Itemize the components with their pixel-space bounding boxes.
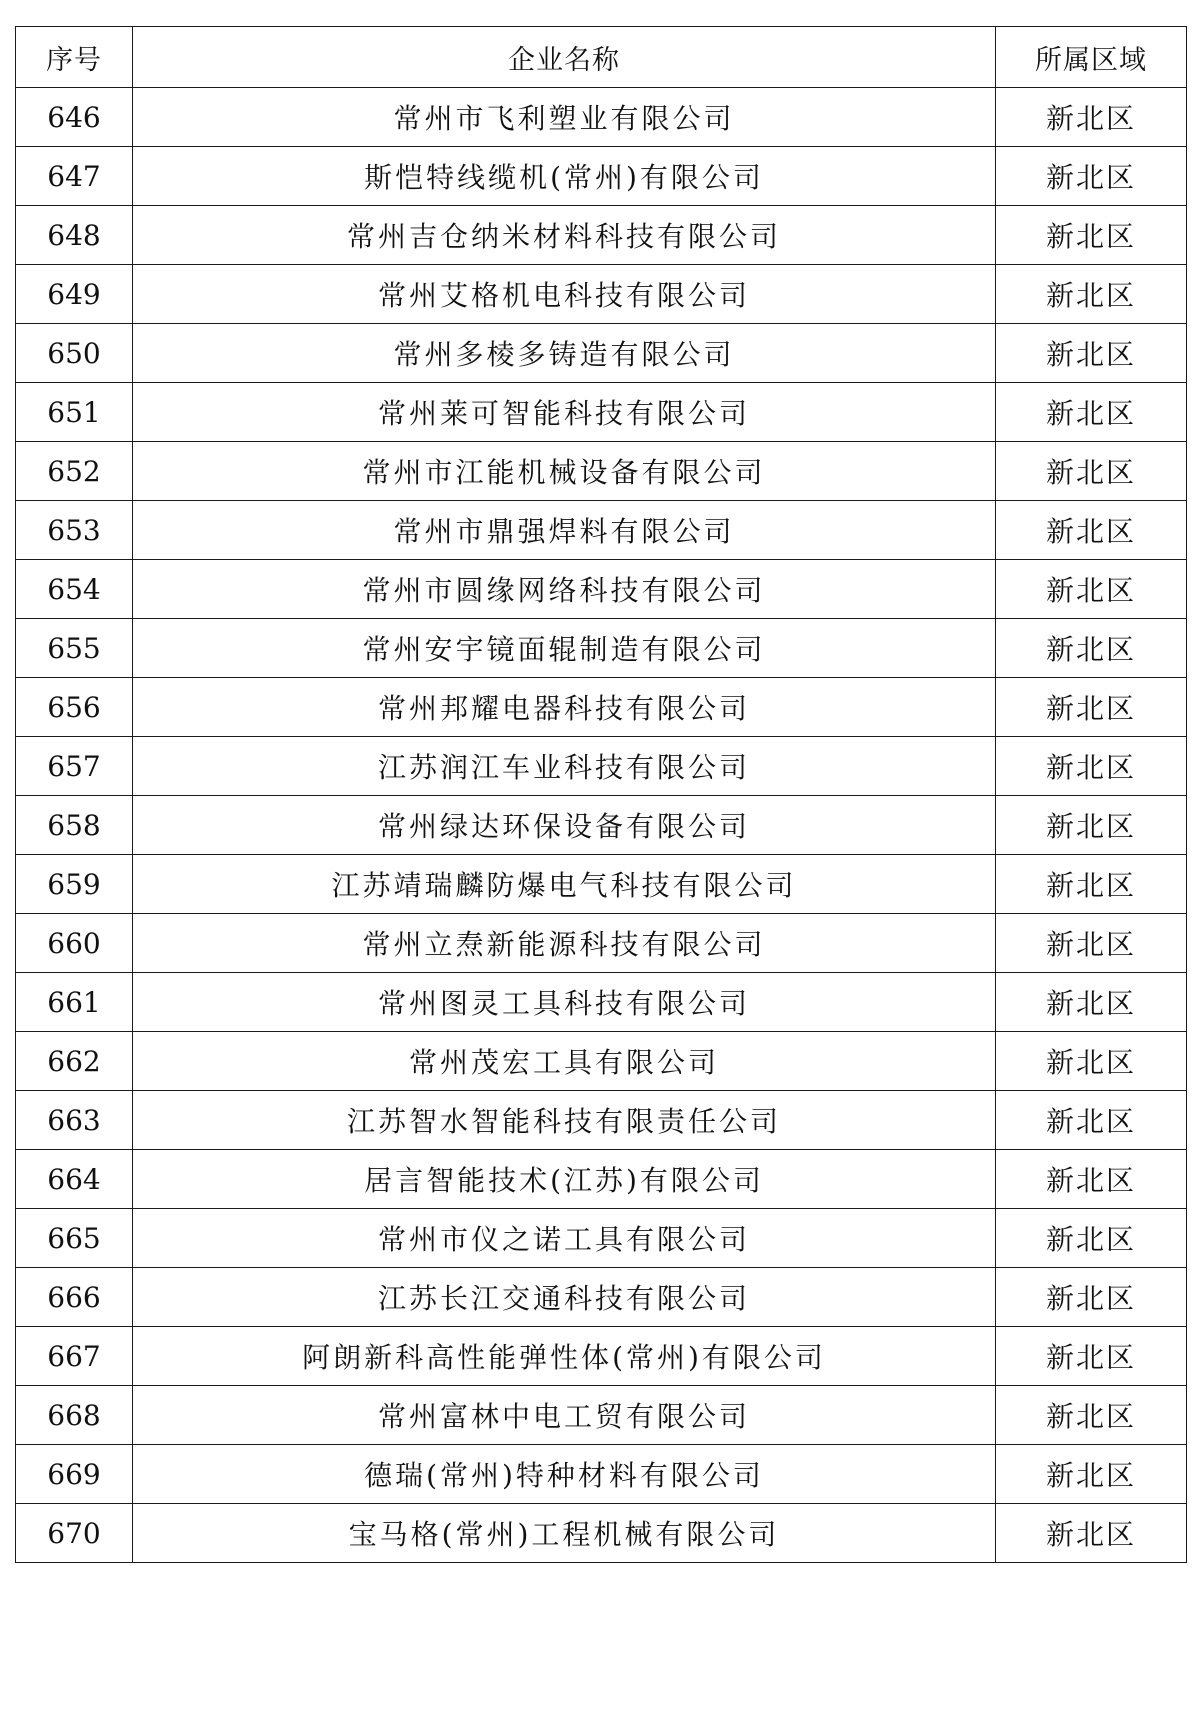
row-index: 659 <box>16 855 133 914</box>
row-index: 651 <box>16 383 133 442</box>
row-company-name: 常州莱可智能科技有限公司 <box>133 383 996 442</box>
row-company-name: 江苏智水智能科技有限责任公司 <box>133 1091 996 1150</box>
header-region: 所属区域 <box>996 27 1187 88</box>
row-index: 670 <box>16 1504 133 1563</box>
row-index: 654 <box>16 560 133 619</box>
table-row <box>16 678 1187 737</box>
row-company-name: 斯恺特线缆机(常州)有限公司 <box>133 147 996 206</box>
row-index: 646 <box>16 88 133 147</box>
row-region: 新北区 <box>996 1032 1187 1091</box>
row-region: 新北区 <box>996 147 1187 206</box>
row-index: 665 <box>16 1209 133 1268</box>
row-region: 新北区 <box>996 1327 1187 1386</box>
table-row <box>16 1150 1187 1209</box>
row-company-name: 江苏长江交通科技有限公司 <box>133 1268 996 1327</box>
table-row <box>16 796 1187 855</box>
row-index: 663 <box>16 1091 133 1150</box>
row-company-name: 常州市飞利塑业有限公司 <box>133 88 996 147</box>
row-index: 661 <box>16 973 133 1032</box>
row-region: 新北区 <box>996 737 1187 796</box>
table-row <box>16 914 1187 973</box>
row-region: 新北区 <box>996 973 1187 1032</box>
row-company-name: 常州吉仓纳米材料科技有限公司 <box>133 206 996 265</box>
row-company-name: 常州图灵工具科技有限公司 <box>133 973 996 1032</box>
row-index: 652 <box>16 442 133 501</box>
row-region: 新北区 <box>996 383 1187 442</box>
row-company-name: 宝马格(常州)工程机械有限公司 <box>133 1504 996 1563</box>
row-company-name: 常州艾格机电科技有限公司 <box>133 265 996 324</box>
row-company-name: 常州立焘新能源科技有限公司 <box>133 914 996 973</box>
row-region: 新北区 <box>996 796 1187 855</box>
row-index: 648 <box>16 206 133 265</box>
table-row <box>16 1268 1187 1327</box>
row-company-name: 江苏润江车业科技有限公司 <box>133 737 996 796</box>
row-company-name: 居言智能技术(江苏)有限公司 <box>133 1150 996 1209</box>
row-region: 新北区 <box>996 1150 1187 1209</box>
row-index: 656 <box>16 678 133 737</box>
table-row <box>16 619 1187 678</box>
row-index: 647 <box>16 147 133 206</box>
row-region: 新北区 <box>996 88 1187 147</box>
row-index: 649 <box>16 265 133 324</box>
table-row <box>16 973 1187 1032</box>
row-index: 662 <box>16 1032 133 1091</box>
table-row <box>16 1091 1187 1150</box>
row-region: 新北区 <box>996 1268 1187 1327</box>
row-company-name: 常州富林中电工贸有限公司 <box>133 1386 996 1445</box>
table-row <box>16 147 1187 206</box>
row-company-name: 德瑞(常州)特种材料有限公司 <box>133 1445 996 1504</box>
row-region: 新北区 <box>996 855 1187 914</box>
row-index: 668 <box>16 1386 133 1445</box>
row-region: 新北区 <box>996 442 1187 501</box>
table-row <box>16 265 1187 324</box>
table-row <box>16 1445 1187 1504</box>
table-row <box>16 737 1187 796</box>
row-region: 新北区 <box>996 678 1187 737</box>
table-row <box>16 206 1187 265</box>
row-region: 新北区 <box>996 265 1187 324</box>
table-row <box>16 442 1187 501</box>
header-row <box>16 27 1187 88</box>
row-index: 666 <box>16 1268 133 1327</box>
company-list-table <box>15 26 1187 1563</box>
row-region: 新北区 <box>996 501 1187 560</box>
row-index: 667 <box>16 1327 133 1386</box>
row-company-name: 阿朗新科高性能弹性体(常州)有限公司 <box>133 1327 996 1386</box>
table-body <box>16 88 1187 1563</box>
table-header <box>16 27 1187 88</box>
table-row <box>16 324 1187 383</box>
row-region: 新北区 <box>996 619 1187 678</box>
row-region: 新北区 <box>996 1504 1187 1563</box>
table-row <box>16 560 1187 619</box>
row-company-name: 常州茂宏工具有限公司 <box>133 1032 996 1091</box>
row-index: 664 <box>16 1150 133 1209</box>
row-company-name: 江苏靖瑞麟防爆电气科技有限公司 <box>133 855 996 914</box>
row-company-name: 常州邦耀电器科技有限公司 <box>133 678 996 737</box>
header-company-name: 企业名称 <box>133 27 996 88</box>
row-index: 655 <box>16 619 133 678</box>
row-company-name: 常州市仪之诺工具有限公司 <box>133 1209 996 1268</box>
row-index: 650 <box>16 324 133 383</box>
row-company-name: 常州多棱多铸造有限公司 <box>133 324 996 383</box>
table-row <box>16 1504 1187 1563</box>
table-row <box>16 501 1187 560</box>
row-region: 新北区 <box>996 1209 1187 1268</box>
row-index: 658 <box>16 796 133 855</box>
table-row <box>16 383 1187 442</box>
row-company-name: 常州安宇镜面辊制造有限公司 <box>133 619 996 678</box>
table-row <box>16 1386 1187 1445</box>
table-row <box>16 88 1187 147</box>
row-region: 新北区 <box>996 1386 1187 1445</box>
row-index: 669 <box>16 1445 133 1504</box>
header-index: 序号 <box>16 27 133 88</box>
table-row <box>16 1327 1187 1386</box>
row-index: 657 <box>16 737 133 796</box>
row-region: 新北区 <box>996 1091 1187 1150</box>
table-row <box>16 1032 1187 1091</box>
row-region: 新北区 <box>996 324 1187 383</box>
row-company-name: 常州市江能机械设备有限公司 <box>133 442 996 501</box>
row-company-name: 常州市鼎强焊料有限公司 <box>133 501 996 560</box>
table-row <box>16 1209 1187 1268</box>
row-company-name: 常州绿达环保设备有限公司 <box>133 796 996 855</box>
row-region: 新北区 <box>996 1445 1187 1504</box>
row-index: 653 <box>16 501 133 560</box>
row-index: 660 <box>16 914 133 973</box>
row-company-name: 常州市圆缘网络科技有限公司 <box>133 560 996 619</box>
table-row <box>16 855 1187 914</box>
row-region: 新北区 <box>996 206 1187 265</box>
row-region: 新北区 <box>996 560 1187 619</box>
row-region: 新北区 <box>996 914 1187 973</box>
